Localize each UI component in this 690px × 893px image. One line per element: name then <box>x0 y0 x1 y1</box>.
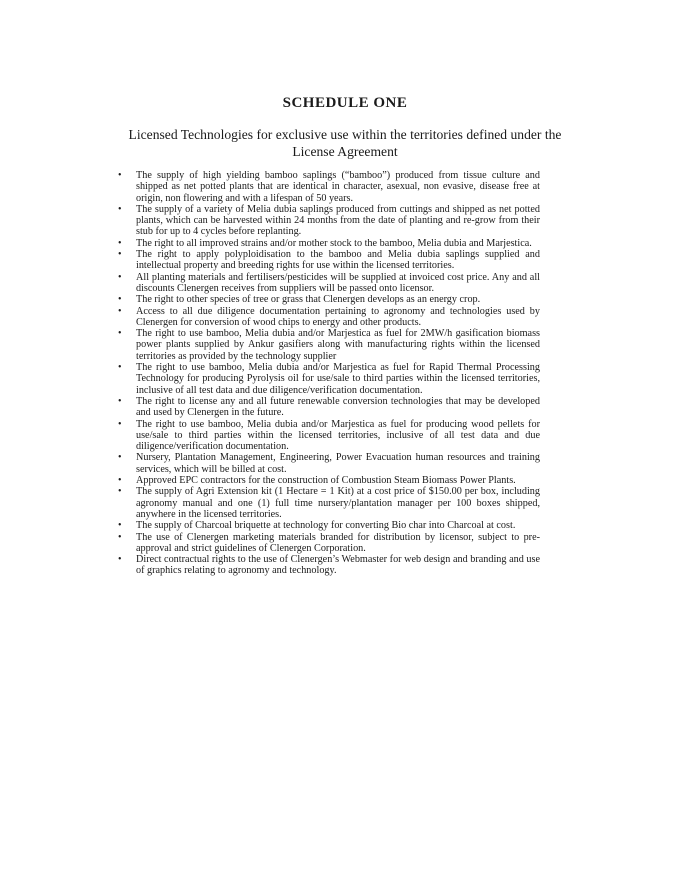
list-item <box>118 249 540 272</box>
list-item-text: The supply of high yielding bamboo saplings (“bamboo”) produced from tissue culture and shipped as net potted plants that are identical in character, asexual, non evasive, disease free at origin, non flowering and with a lifespan of 50 years. <box>136 170 540 204</box>
list-item-text: The supply of Charcoal briquette at technology for converting Bio char into Charcoal at cost. <box>136 520 516 532</box>
bullet-icon: • <box>118 328 122 340</box>
list-item <box>118 204 540 238</box>
list-item <box>118 238 540 249</box>
bullet-icon: • <box>118 237 122 249</box>
list-item <box>118 486 540 520</box>
list-item <box>118 475 540 486</box>
bullet-icon: • <box>118 452 122 464</box>
list-item <box>118 532 540 555</box>
bullet-icon: • <box>118 271 122 283</box>
list-item <box>118 520 540 531</box>
list-item <box>118 306 540 329</box>
list-item <box>118 272 540 295</box>
bullet-icon: • <box>118 294 122 306</box>
list-item-text: The use of Clenergen marketing materials branded for distribution by licensor, subject to pre-approval and strict guidelines of Clenergen Corporation. <box>136 531 540 554</box>
bullet-icon: • <box>118 486 122 498</box>
bullet-icon: • <box>118 395 122 407</box>
list-item <box>118 362 540 396</box>
bullet-icon: • <box>118 305 122 317</box>
bullet-icon: • <box>118 531 122 543</box>
list-item <box>118 294 540 305</box>
list-item-text: Direct contractual rights to the use of Clenergen’s Webmaster for web design and branding and use of graphics relating to agronomy and technology. <box>136 554 540 577</box>
list-item-text: All planting materials and fertilisers/pesticides will be supplied at invoiced cost price. Any and all discounts Clenergen receives from suppliers will be passed onto licensor. <box>136 271 540 294</box>
bullet-icon: • <box>118 418 122 430</box>
list-item-text: The right to use bamboo, Melia dubia and/or Marjestica as fuel for producing wood pellets for use/sale to third parties within the licensed territories, inclusive of all test data and due diligence/verification documentation. <box>136 418 540 453</box>
bullet-icon: • <box>118 554 122 566</box>
list-item-text: The right to all improved strains and/or mother stock to the bamboo, Melia dubia and Marjestica. <box>136 237 532 249</box>
list-item-text: Nursery, Plantation Management, Engineering, Power Evacuation human resources and training services, which will be billed at cost. <box>136 452 540 475</box>
list-item-text: The supply of a variety of Melia dubia saplings produced from cuttings and shipped as net potted plants, which can be harvested within 24 months from the date of planting and re-grow from their stub for up to 4 cycles before replanting. <box>136 203 540 238</box>
bullet-icon: • <box>118 362 122 374</box>
list-item <box>118 170 540 204</box>
list-item-text: The right to use bamboo, Melia dubia and/or Marjestica as fuel for Rapid Thermal Processing Technology for producing Pyrolysis oil for use/sale to third parties within the licensed territories, inclusive of all test data and due diligence/verification documentation. <box>136 362 540 396</box>
bullet-icon: • <box>118 170 122 181</box>
list-item <box>118 328 540 362</box>
list-item-text: Approved EPC contractors for the construction of Combustion Steam Biomass Power Plants. <box>136 475 516 487</box>
document-subtitle: Licensed Technologies for exclusive use within the territories defined under the License Agreement <box>128 127 562 159</box>
list-item-text: The right to use bamboo, Melia dubia and/or Marjestica as fuel for 2MW/h gasification biomass power plants supplied by Ankur gasifiers along with manufacturing rights within the licensed territories as provided by the technology supplier <box>136 328 540 362</box>
bullet-icon: • <box>118 249 122 261</box>
list-item <box>118 396 540 419</box>
licensed-technologies-list <box>118 170 540 577</box>
list-item-text: The right to apply polyploidisation to the bamboo and Melia dubia saplings supplied and intellectual property and breeding rights for use within the licensed territories. <box>136 249 540 272</box>
list-item <box>118 452 540 475</box>
bullet-icon: • <box>118 203 122 215</box>
document-title: SCHEDULE ONE <box>282 95 408 111</box>
list-item-text: The right to other species of tree or grass that Clenergen develops as an energy crop. <box>136 294 481 306</box>
bullet-icon: • <box>118 475 122 487</box>
list-item-text: The right to license any and all future renewable conversion technologies that may be developed and used by Clenergen in the future. <box>136 395 540 419</box>
list-item <box>118 419 540 453</box>
list-item-text: Access to all due diligence documentation pertaining to agronomy and technologies used by Clenergen for conversion of wood chips to energy and other products. <box>136 305 540 328</box>
list-item-text: The supply of Agri Extension kit (1 Hectare = 1 Kit) at a cost price of $150.00 per box, including agronomy manual and one (1) full time nursery/plantation manager per 100 boxes shipped, anywhere in the licensed territories. <box>136 486 540 520</box>
list-item <box>118 554 540 577</box>
bullet-icon: • <box>118 520 122 532</box>
